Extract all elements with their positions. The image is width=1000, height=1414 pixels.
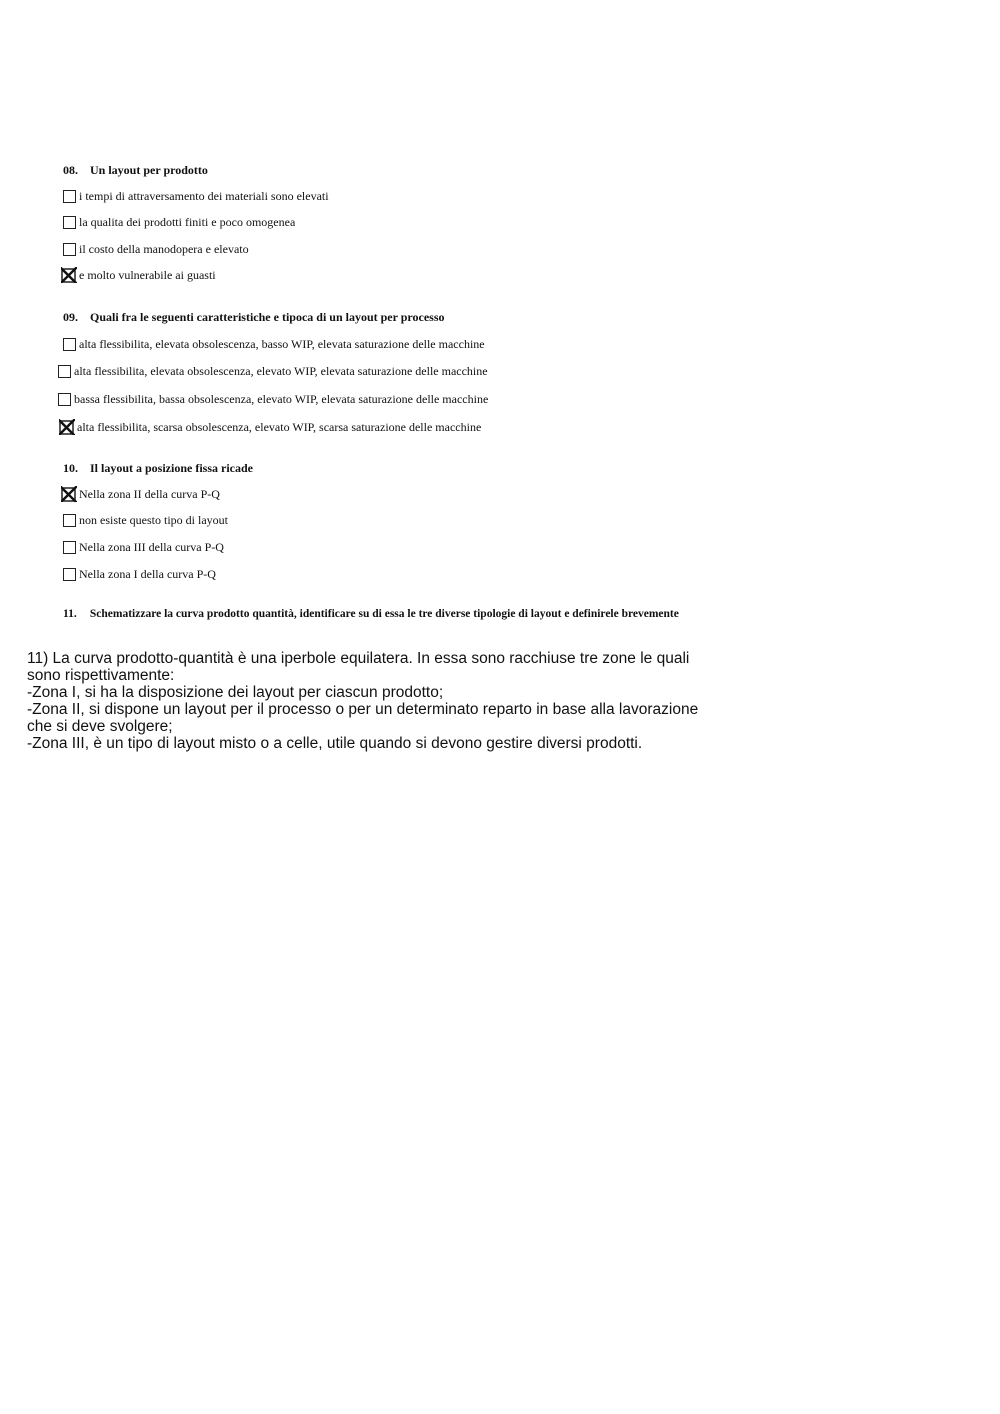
checkbox-unchecked[interactable] [63,541,76,554]
checkbox-checked-x-icon[interactable] [59,419,75,435]
checkbox-unchecked[interactable] [63,514,76,527]
q10-option-4[interactable] [63,566,216,582]
option-label: il costo della manodopera e elevato [79,241,249,256]
q08-option-1[interactable] [63,188,329,204]
checkbox-checked-x-icon[interactable] [61,486,77,502]
q08-option-2[interactable] [63,214,295,230]
question-09-title [63,310,445,325]
q10-option-2[interactable] [63,512,228,528]
option-label: Nella zona II della curva P-Q [79,486,220,501]
answer-line: -Zona II, si dispone un layout per il processo o per un determinato reparto in base alla lavorazione [27,701,699,718]
question-11-title [63,608,679,620]
checkbox-unchecked[interactable] [63,190,76,203]
checkbox-unchecked[interactable] [63,243,76,256]
option-label: bassa flessibilita, bassa obsolescenza, elevato WIP, elevata saturazione delle macchine [74,391,489,406]
question-text: Un layout per prodotto [90,163,208,177]
question-number: 09. [63,310,78,324]
checkbox-unchecked[interactable] [63,216,76,229]
question-number: 08. [63,163,78,177]
option-label: e molto vulnerabile ai guasti [79,267,216,282]
option-label: non esiste questo tipo di layout [79,512,228,527]
question-10-title [63,461,253,476]
option-label: Nella zona III della curva P-Q [79,539,224,554]
option-label: Nella zona I della curva P-Q [79,566,216,581]
checkbox-checked-x-icon[interactable] [61,267,77,283]
option-label: alta flessibilita, elevata obsolescenza, elevato WIP, elevata saturazione delle macchine [74,363,488,378]
q09-option-3[interactable] [58,391,488,407]
q09-option-4[interactable] [61,419,481,435]
option-label: i tempi di attraversamento dei materiali sono elevati [79,188,329,203]
q09-option-2[interactable] [58,363,488,379]
q09-option-1[interactable] [63,336,485,352]
answer-line: 11) La curva prodotto-quantità è una iperbole equilatera. In essa sono racchiuse tre zone le quali [27,650,690,667]
checkbox-unchecked[interactable] [58,365,71,378]
checkbox-unchecked[interactable] [63,338,76,351]
q08-option-4[interactable] [63,267,216,283]
q10-option-1[interactable] [63,486,220,502]
option-label: alta flessibilita, scarsa obsolescenza, elevato WIP, scarsa saturazione delle macchine [77,419,482,434]
answer-line: che si deve svolgere; [27,718,173,735]
answer-line: -Zona I, si ha la disposizione dei layout per ciascun prodotto; [27,684,444,701]
answer-line: -Zona III, è un tipo di layout misto o a celle, utile quando si devono gestire diversi prodotti. [27,735,643,752]
question-text: Il layout a posizione fissa ricade [90,461,254,475]
question-number: 10. [63,461,78,475]
question-08-title [63,163,208,178]
q08-option-3[interactable] [63,241,249,257]
q10-option-3[interactable] [63,539,224,555]
question-text: Quali fra le seguenti caratteristiche e tipoca di un layout per processo [90,310,445,324]
question-number: 11. [63,608,77,620]
checkbox-unchecked[interactable] [58,393,71,406]
checkbox-unchecked[interactable] [63,568,76,581]
question-text: Schematizzare la curva prodotto quantità, identificare su di essa le tre diverse tipologie di layout e definirele brevemente [89,608,679,620]
answer-text-block[interactable] [27,650,787,752]
option-label: alta flessibilita, elevata obsolescenza, basso WIP, elevata saturazione delle macchine [79,336,485,351]
option-label: la qualita dei prodotti finiti e poco omogenea [79,214,296,229]
answer-line: sono rispettivamente: [27,667,175,684]
